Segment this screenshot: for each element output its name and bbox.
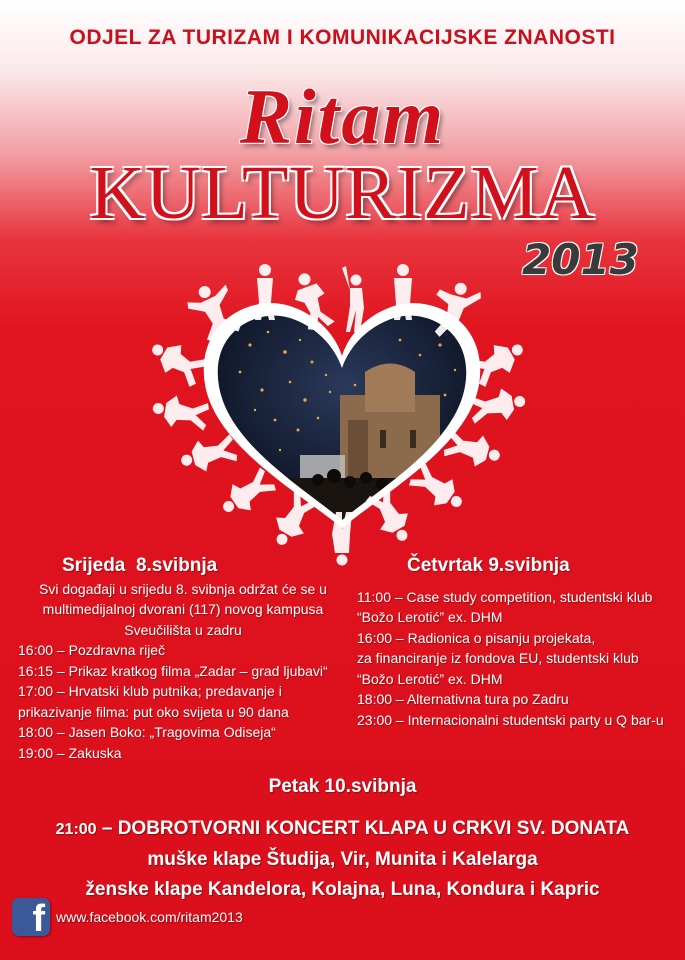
facebook-link[interactable] <box>12 898 243 936</box>
wednesday-day: Srijeda <box>62 555 126 576</box>
event-line: 19:00 – Zakuska <box>18 744 122 761</box>
department-title: ODJEL ZA TURIZAM I KOMUNIKACIJSKE ZNANOSTI <box>69 26 616 49</box>
event-line: 23:00 – Internacionalni studentski party u Q bar-u <box>357 711 664 728</box>
thursday-heading <box>407 556 677 577</box>
event-line: 11:00 – Case study competition, studentski klub <box>357 588 653 605</box>
title-kulturizma: KULTURIZMA <box>89 151 596 235</box>
wednesday-schedule <box>18 556 348 763</box>
friday-day: Petak <box>268 776 320 797</box>
male-choirs: muške klape Študija, Vir, Munita i Kalelarga <box>147 849 538 870</box>
thursday-date: 9.svibnja <box>488 555 570 576</box>
intro-line: Svi događaji u srijedu 8. svibnja održat će se u <box>39 580 327 597</box>
event-line: “Božo Lerotić” ex. DHM <box>357 670 503 687</box>
wednesday-heading <box>62 556 348 577</box>
concert-name: – DOBROTVORNI KONCERT KLAPA U CRKVI SV. DONATA <box>101 818 630 839</box>
intro-line: Sveučilišta u zadru <box>124 621 242 638</box>
wednesday-date: 8.svibnja <box>135 555 218 576</box>
friday-concert <box>0 814 685 905</box>
facebook-url[interactable]: www.facebook.com/ritam2013 <box>56 909 243 925</box>
event-line: 16:00 – Pozdravna riječ <box>18 642 166 658</box>
thursday-schedule <box>357 556 677 730</box>
concert-time: 21:00 <box>55 821 97 838</box>
event-line: 17:00 – Hrvatski klub putnika; predavanje i <box>18 683 282 699</box>
female-choirs: ženske klape Kandelora, Kolajna, Luna, Kondura i Kapric <box>85 879 600 900</box>
title-year: 2013 <box>522 235 639 284</box>
event-line: 18:00 – Alternativna tura po Zadru <box>357 691 569 707</box>
title-ritam: Ritam <box>239 73 446 160</box>
event-line: 16:00 – Radionica o pisanju projekata, <box>357 629 596 646</box>
intro-line: multimedijalnoj dvorani (117) novog kampusa <box>42 601 324 617</box>
event-line: prikazivanje filma: put oko svijeta u 90 dana <box>18 703 289 720</box>
thursday-day: Četvrtak <box>407 555 484 576</box>
event-line: “Božo Lerotić” ex. DHM <box>357 609 503 625</box>
concert-title <box>0 814 685 845</box>
friday-date: 10.svibnja <box>324 776 417 797</box>
event-line: za financiranje iz fondova EU, studentski klub <box>357 650 639 666</box>
wednesday-intro <box>18 579 348 641</box>
event-line: 18:00 – Jasen Boko: „Tragovima Odiseja“ <box>18 724 276 740</box>
facebook-icon[interactable]: f <box>12 898 50 936</box>
friday-heading <box>0 776 685 798</box>
event-line: 16:15 – Prikaz kratkog filma „Zadar – grad ljubavi“ <box>18 662 328 679</box>
